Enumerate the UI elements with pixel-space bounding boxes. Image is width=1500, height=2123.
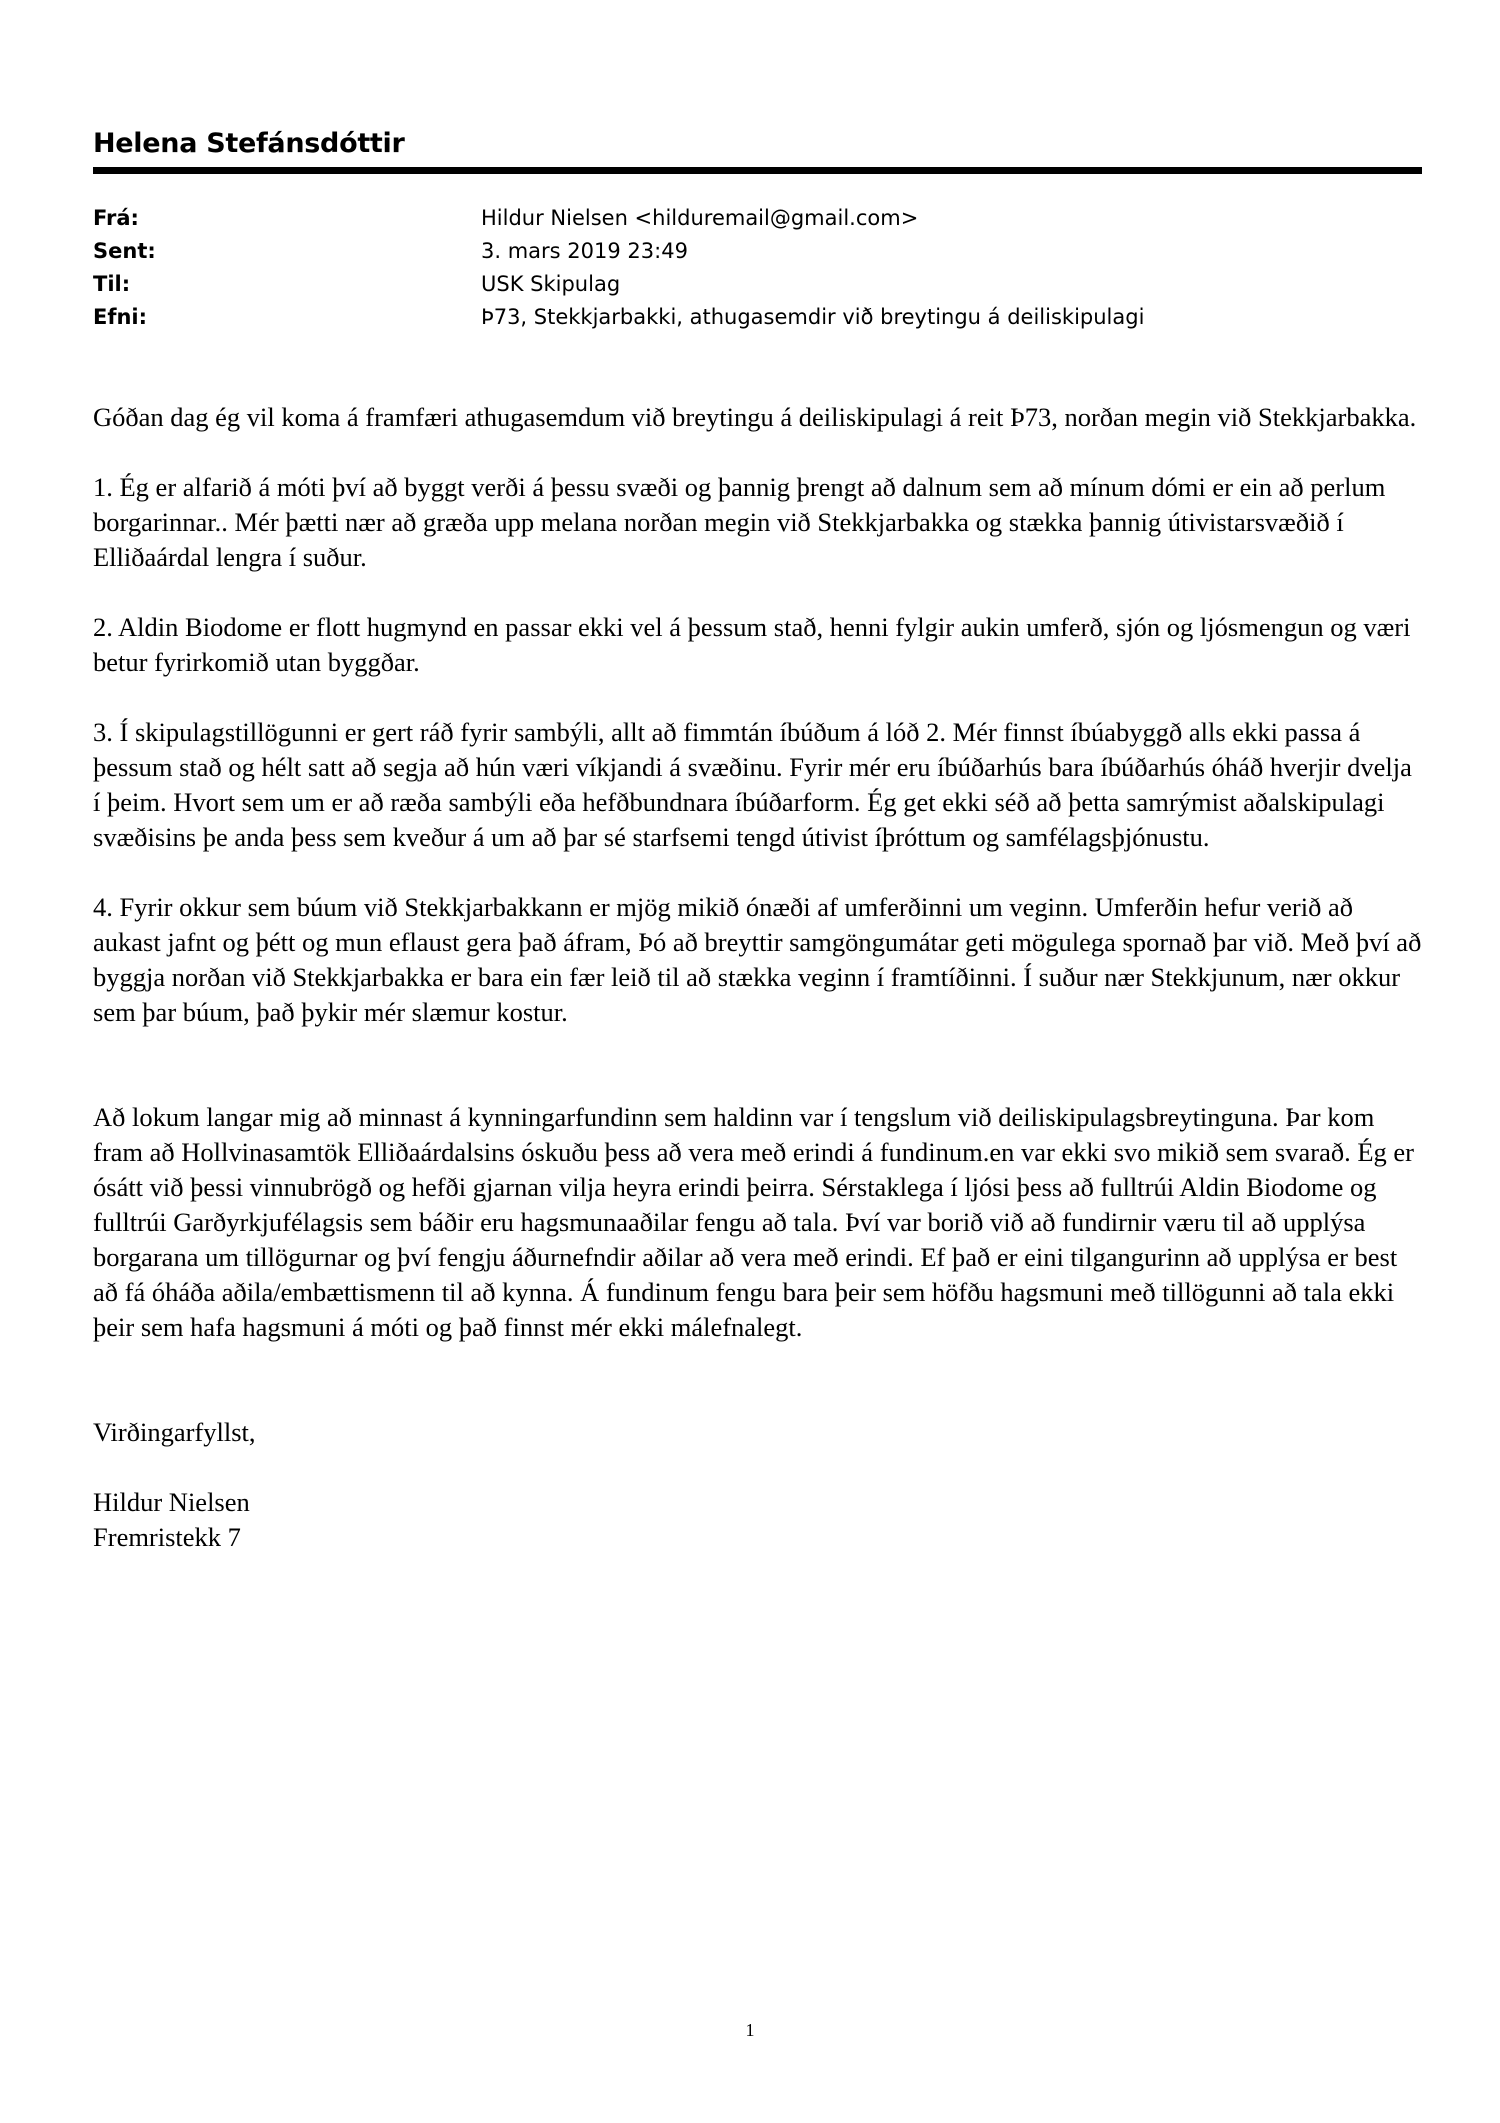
header-row-subject: [93, 301, 1413, 334]
header-label: Frá:: [93, 206, 139, 230]
header-divider: [93, 167, 1422, 174]
header-value-from: Hildur Nielsen <hilduremail@gmail.com>: [481, 206, 919, 230]
header-value-sent: 3. mars 2019 23:49: [481, 239, 688, 263]
closing-line: Virðingarfyllst,: [93, 1417, 256, 1447]
email-headers: [93, 202, 1413, 334]
body-paragraph-point-3: 3. Í skipulagstillögunni er gert ráð fyrir sambýli, allt að fimmtán íbúðum á lóð 2. Mér finnst íbúabyggð alls ekki passa á þessum stað og hélt satt að segja að hún væri víkjandi á svæðinu. Fyrir mér eru íbúðarhús bara íbúðarhús óháð hverjir dvelja í þeim. Hvort sem um er að ræða sambýli eða hefðbundnara íbúðarform. Ég get ekki séð að þetta samrýmist aðalskipulagi svæðisins þe anda þess sem kveður á um að þar sé starfsemi tengd útivist íþróttum og samfélagsþjónustu.: [93, 717, 1412, 852]
mailbox-owner-name: Helena Stefánsdóttir: [93, 128, 405, 159]
body-paragraph-point-4: 4. Fyrir okkur sem búum við Stekkjarbakkann er mjög mikið ónæði af umferðinni um veginn. Umferðin hefur verið að aukast jafnt og þétt og mun eflaust gera það áfram, Þó að breyttir samgöngumátar geti mögulega spornað þar við. Með því að byggja norðan við Stekkjarbakka er bara ein fær leið til að stækka veginn í framtíðinni. Í suður nær Stekkjunum, nær okkur sem þar búum, það þykir mér slæmur kostur.: [93, 892, 1422, 1027]
email-body: [93, 400, 1423, 1555]
header-label: Efni:: [93, 305, 148, 329]
header-value-subject: Þ73, Stekkjarbakki, athugasemdir við breytingu á deiliskipulagi: [481, 305, 1145, 329]
signature-name: Hildur Nielsen: [93, 1487, 250, 1517]
header-label: Til:: [93, 272, 131, 296]
header-label: Sent:: [93, 239, 156, 263]
body-paragraph-greeting: Góðan dag ég vil koma á framfæri athugasemdum við breytingu á deiliskipulagi á reit Þ73, norðan megin við Stekkjarbakka.: [93, 402, 1417, 432]
body-paragraph-point-2: 2. Aldin Biodome er flott hugmynd en passar ekki vel á þessum stað, henni fylgir aukin umferð, sjón og ljósmengun og væri betur fyrirkomið utan byggðar.: [93, 612, 1411, 677]
header-row-sent: [93, 235, 1413, 268]
page-number: 1: [745, 2020, 755, 2040]
body-paragraph-point-1: 1. Ég er alfarið á móti því að byggt verði á þessu svæði og þannig þrengt að dalnum sem að mínum dómi er ein að perlum borgarinnar.. Mér þætti nær að græða upp melana norðan megin við Stekkjarbakka og stækka þannig útivistarsvæðið í Elliðaárdal lengra í suður.: [93, 472, 1386, 572]
signature-address: Fremristekk 7: [93, 1522, 241, 1552]
header-row-to: [93, 268, 1413, 301]
body-paragraph-meeting: Að lokum langar mig að minnast á kynningarfundinn sem haldinn var í tengslum við deiliskipulagsbreytinguna. Þar kom fram að Hollvinasamtök Elliðaárdalsins óskuðu þess að vera með erindi á fundinum.en var ekki svo mikið sem svarað. Ég er ósátt við þessi vinnubrögð og hefði gjarnan vilja heyra erindi þeirra. Sérstaklega í ljósi þess að fulltrúi Aldin Biodome og fulltrúi Garðyrkjufélagsis sem báðir eru hagsmunaaðilar fengu að tala. Því var borið við að fundirnir væru til að upplýsa borgarana um tillögurnar og því fengju áðurnefndir aðilar að vera með erindi. Ef það er eini tilgangurinn að upplýsa er best að fá óháða aðila/embættismenn til að kynna. Á fundinum fengu bara þeir sem höfðu hagsmuni með tillögunni að tala ekki þeir sem hafa hagsmuni á móti og það finnst mér ekki málefnalegt.: [93, 1102, 1414, 1342]
header-value-to: USK Skipulag: [481, 272, 621, 296]
header-row-from: [93, 202, 1413, 235]
